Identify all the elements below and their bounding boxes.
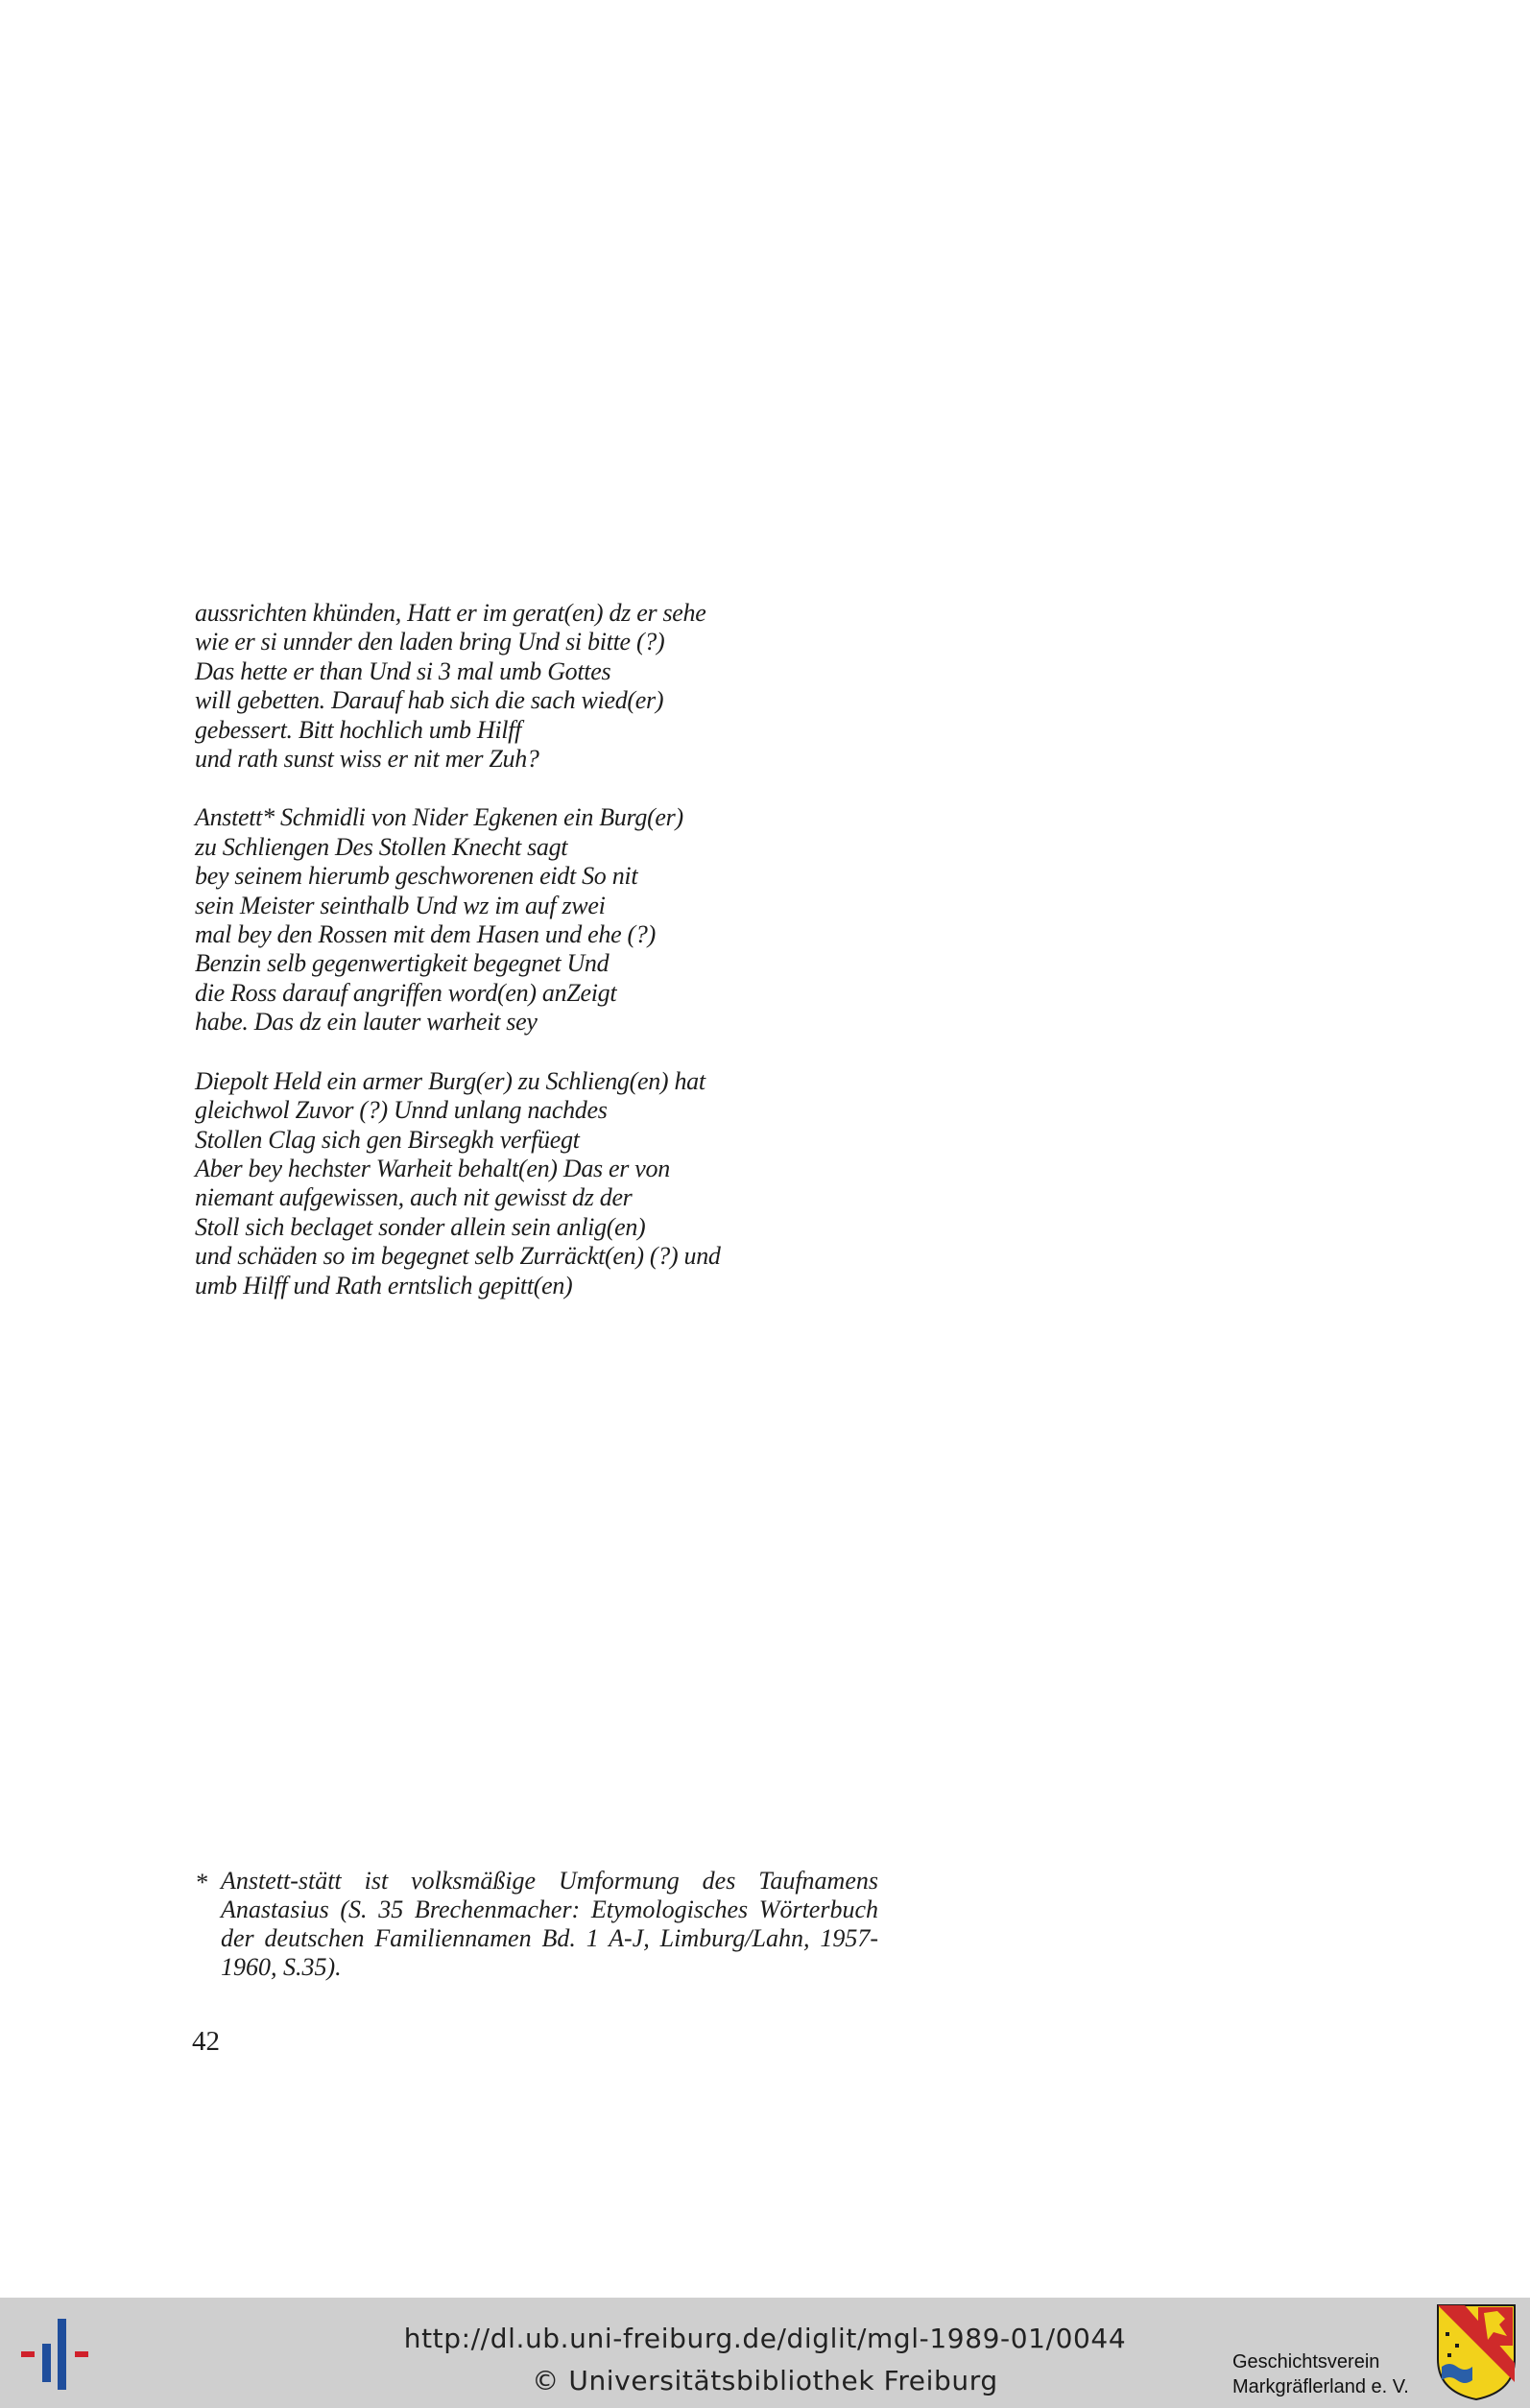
text-line: will gebetten. Darauf hab sich die sach wied(er) [195, 686, 664, 715]
text-line: und rath sunst wiss er nit mer Zuh? [195, 745, 539, 774]
text-line: Aber bey hechster Warheit behalt(en) Das er von [195, 1154, 670, 1182]
society-name [1232, 2349, 1409, 2399]
text-line: gebessert. Bitt hochlich umb Hilff [195, 715, 522, 744]
society-name-line-1: Geschichtsverein [1232, 2351, 1380, 2372]
text-line: sein Meister seinthalb Und wz im auf zwei [195, 891, 606, 919]
paragraph-2 [195, 803, 886, 1037]
footnote [195, 1867, 878, 1982]
text-line: bey seinem hierumb geschworenen eidt So nit [195, 862, 638, 891]
society-name-line-2: Markgräflerland e. V. [1232, 2376, 1409, 2397]
coat-of-arms-icon[interactable] [1436, 2303, 1517, 2401]
text-line: wie er si unnder den laden bring Und si bitte (?) [195, 628, 665, 656]
text-line: Diepolt Held ein armer Burg(er) zu Schlieng(en) hat [195, 1066, 705, 1095]
text-line: Das hette er than Und si 3 mal umb Gottes [195, 656, 611, 685]
paragraph-3 [195, 1067, 886, 1300]
permalink-url[interactable]: http://dl.ub.uni-freiburg.de/diglit/mgl-1989-01/0044 [403, 2323, 1127, 2354]
text-line: Stollen Clag sich gen Birsegkh verfüegt [195, 1125, 580, 1154]
text-line: zu Schliengen Des Stollen Knecht sagt [195, 832, 568, 861]
footnote-marker: * [195, 1869, 207, 1896]
text-line: gleichwol Zuvor (?) Unnd unlang nachdes [195, 1096, 608, 1125]
text-line: Anstett* Schmidli von Nider Egkenen ein Burg(er) [195, 803, 683, 832]
text-line: aussrichten khünden, Hatt er im gerat(en) dz er sehe [195, 599, 706, 627]
page-number: 42 [192, 2026, 220, 2057]
text-line: habe. Das dz ein lauter warheit sey [195, 1008, 538, 1037]
transcription-text [195, 599, 886, 1330]
copyright-notice: © Universitätsbibliothek Freiburg [532, 2365, 998, 2396]
text-line: und schäden so im begegnet selb Zurräckt(en) (?) und [195, 1242, 721, 1271]
footnote-text: Anstett-stätt ist volksmäßige Umformung des Taufnamens Anastasius (S. 35 Brechenmacher: Etymologisches Wörterbuch der deutschen Familiennamen Bd. 1 A-J, Limburg/Lahn, 1957-1960, S.35). [221, 1867, 878, 1981]
text-line: Benzin selb gegenwertigkeit begegnet Und [195, 949, 610, 978]
text-line: mal bey den Rossen mit dem Hasen und ehe (?) [195, 920, 656, 949]
footer-bar [0, 2298, 1530, 2408]
paragraph-1 [195, 599, 886, 774]
text-line: die Ross darauf angriffen word(en) anZeigt [195, 978, 617, 1007]
text-line: niemant aufgewissen, auch nit gewisst dz der [195, 1183, 633, 1212]
text-line: umb Hilff und Rath erntslich gepitt(en) [195, 1271, 573, 1299]
text-line: Stoll sich beclaget sonder allein sein anlig(en) [195, 1212, 646, 1241]
